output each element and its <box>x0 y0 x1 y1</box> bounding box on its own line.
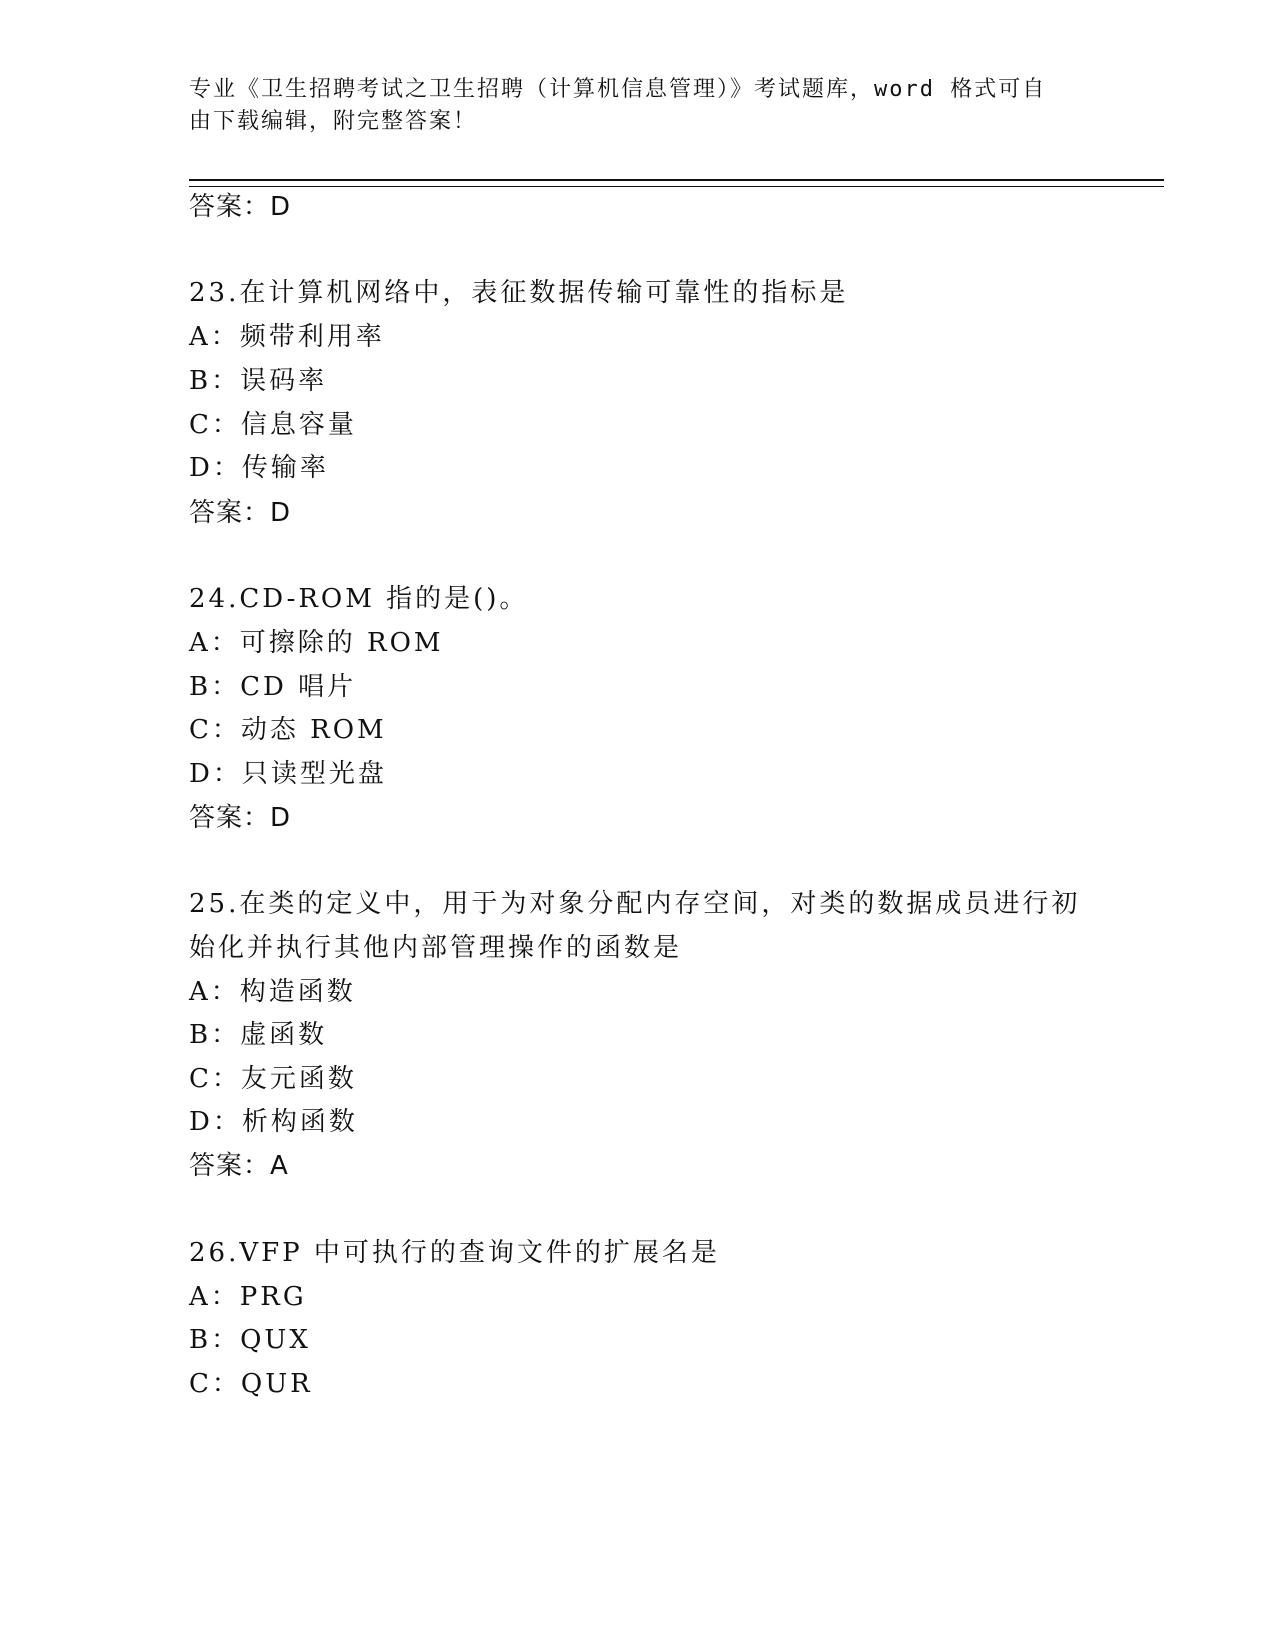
option-d: D：只读型光盘 <box>189 759 387 789</box>
option-c: C：QUR <box>189 1369 313 1399</box>
document-header <box>189 74 1089 138</box>
option-c: C：动态 ROM <box>189 715 387 745</box>
question-stem-line-2: 始化并执行其他内部管理操作的函数是 <box>189 933 683 963</box>
header-divider <box>189 179 1164 187</box>
option-c: C：信息容量 <box>189 410 357 440</box>
option-b: B：CD 唱片 <box>189 672 357 702</box>
option-a: A：可擦除的 ROM <box>189 628 444 658</box>
header-line-2: 由下载编辑，附完整答案！ <box>189 109 478 134</box>
answer-label: 答案：D <box>189 192 292 222</box>
option-b: B：虚函数 <box>189 1020 328 1050</box>
option-c: C：友元函数 <box>189 1064 357 1094</box>
option-d: D：传输率 <box>189 453 329 483</box>
question-stem-line-1: 25.在类的定义中，用于为对象分配内存空间，对类的数据成员进行初 <box>189 889 1081 919</box>
answer-label: 答案：A <box>189 1151 289 1181</box>
header-line-1: 专业《卫生招聘考试之卫生招聘（计算机信息管理）》考试题库，word 格式可自 <box>189 77 1047 102</box>
option-a: A：构造函数 <box>189 977 356 1007</box>
answer-label: 答案：D <box>189 498 292 528</box>
question-stem: 23.在计算机网络中，表征数据传输可靠性的指标是 <box>189 278 849 308</box>
question-stem: 24.CD-ROM 指的是()。 <box>189 584 529 614</box>
question-stem: 26.VFP 中可执行的查询文件的扩展名是 <box>189 1238 720 1268</box>
option-a: A：频带利用率 <box>189 322 385 352</box>
option-b: B：QUX <box>189 1325 311 1355</box>
answer-label: 答案：D <box>189 803 292 833</box>
option-a: A：PRG <box>189 1282 307 1312</box>
option-d: D：析构函数 <box>189 1107 358 1137</box>
option-b: B：误码率 <box>189 366 328 396</box>
